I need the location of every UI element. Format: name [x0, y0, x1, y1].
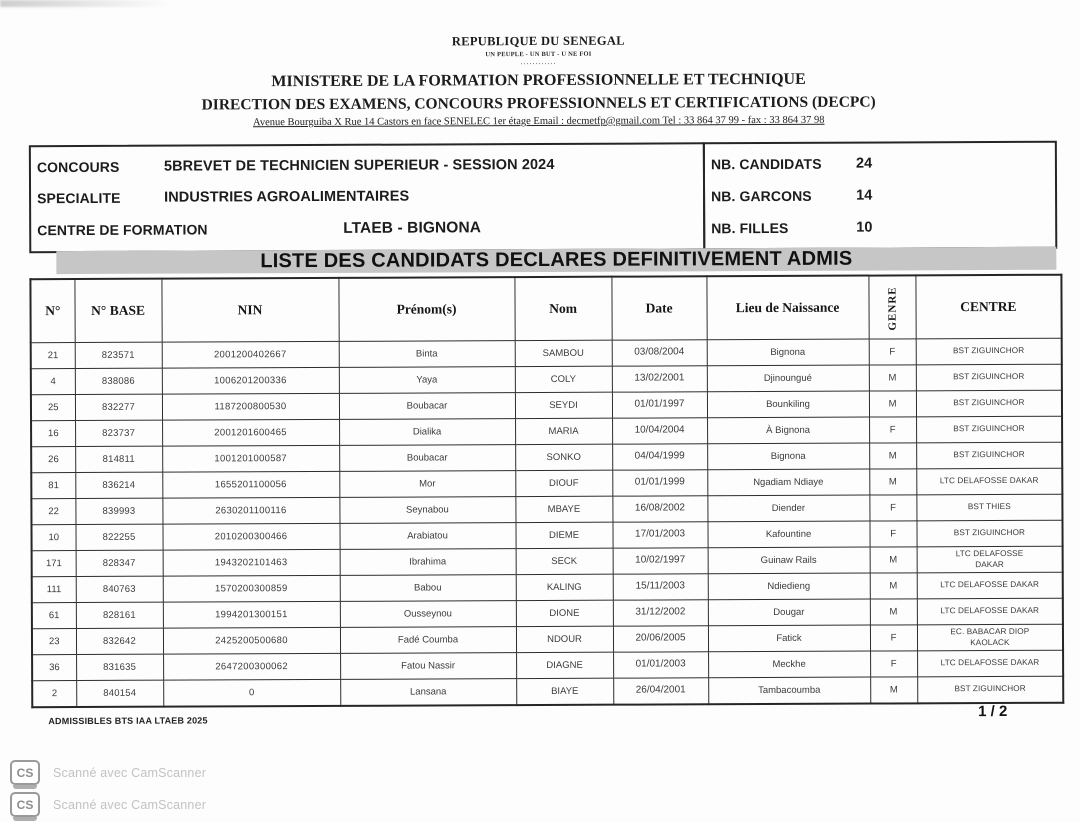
camscanner-watermark — [10, 792, 206, 817]
exam-info-box — [29, 142, 705, 253]
table-body — [31, 338, 1064, 707]
cell-nin: 1001201000587 — [162, 445, 339, 472]
cell-no: 22 — [31, 499, 75, 525]
cell-lieu: Ngadiam Ndiaye — [707, 469, 869, 496]
specialite-row — [31, 187, 703, 206]
centre-formation-row — [31, 219, 703, 240]
column-header-numero: N° — [30, 279, 74, 343]
camscanner-icon: CS — [10, 760, 40, 785]
cell-centre: BST THIES — [916, 494, 1062, 521]
cell-no: 21 — [31, 343, 75, 369]
list-title: LISTE DES CANDIDATS DECLARES DEFINITIVEMENT ADMIS — [56, 247, 1056, 274]
cell-base: 823737 — [75, 420, 162, 446]
camscanner-watermark — [10, 760, 206, 785]
genre-vertical-label: GENRE — [886, 286, 899, 331]
address-line: Avenue Bourguiba X Rue 14 Castors en face SENELEC 1er étage Email : decmetfp@gmail.com Tel : 33 864 37 99 - fax : 33 864 37 98 — [252, 114, 825, 129]
cell-centre: BST ZIGUINCHOR — [916, 442, 1062, 469]
cell-nom: DIOUF — [515, 470, 612, 496]
cell-date: 10/04/2004 — [612, 418, 707, 444]
cell-genre: F — [869, 495, 916, 521]
cell-lieu: Tambacoumba — [708, 677, 870, 704]
cell-date: 01/01/1999 — [612, 470, 707, 496]
cell-genre: F — [870, 625, 917, 651]
cell-no: 16 — [31, 421, 75, 447]
cell-prenom: Binta — [339, 341, 515, 368]
cell-prenom: Arabiatou — [339, 523, 515, 550]
cell-nin: 2425200500680 — [163, 627, 340, 654]
cell-prenom: Yaya — [339, 367, 515, 394]
country-title: REPUBLIQUE DU SENEGAL — [451, 33, 625, 49]
cell-nom: DIONE — [516, 600, 613, 626]
cell-no: 26 — [31, 447, 75, 473]
centre-formation-value: LTAEB - BIGNONA — [343, 219, 482, 238]
cell-nom: NDOUR — [516, 626, 613, 652]
nb-filles-label: NB. FILLES — [711, 219, 789, 237]
concours-value: 5BREVET DE TECHNICIEN SUPERIEUR - SESSION 2024 — [163, 156, 555, 175]
cell-nin: 2647200300062 — [163, 653, 340, 680]
cell-centre: LTC DELAFOSSE DAKAR — [917, 572, 1063, 599]
cell-lieu: Meckhe — [708, 651, 870, 678]
column-header-lieu-naissance: Lieu de Naissance — [706, 276, 868, 340]
table-header — [30, 275, 1061, 343]
concours-row — [31, 156, 703, 175]
nb-candidats-value: 24 — [855, 155, 873, 172]
cell-centre: BST ZIGUINCHOR — [916, 338, 1062, 365]
cell-no: 81 — [31, 473, 75, 499]
cell-lieu: Guinaw Rails — [708, 547, 870, 574]
cell-lieu: À Bignona — [707, 417, 869, 444]
cell-nom: KALING — [516, 574, 613, 600]
cell-date: 17/01/2003 — [612, 522, 707, 548]
column-header-prenoms: Prénom(s) — [338, 277, 514, 341]
cell-nom: DIAGNE — [516, 652, 613, 678]
cell-nom: SONKO — [515, 444, 612, 470]
cell-lieu: Dougar — [708, 599, 870, 626]
cell-genre: M — [870, 573, 917, 599]
nb-filles-row — [705, 219, 1055, 237]
specialite-label: SPECIALITE — [37, 189, 121, 207]
cell-nin: 1570200300859 — [163, 575, 340, 602]
cell-nom: MARIA — [515, 418, 612, 444]
cell-prenom: Fatou Nassir — [340, 653, 516, 680]
cell-no: 10 — [31, 525, 75, 551]
cell-lieu: Kafountine — [707, 521, 869, 548]
cell-lieu: Ndiedieng — [708, 573, 870, 600]
cell-prenom: Seynabou — [339, 497, 515, 524]
cell-lieu: Bignona — [707, 443, 869, 470]
cell-prenom: Babou — [340, 575, 516, 602]
cell-date: 31/12/2002 — [613, 600, 708, 626]
cell-base: 814811 — [75, 446, 162, 472]
cell-nin: 0 — [163, 679, 340, 706]
cell-genre: M — [869, 443, 916, 469]
cell-date: 01/01/1997 — [612, 392, 707, 418]
cell-lieu: Bounkiling — [707, 391, 869, 418]
cell-genre: M — [869, 365, 916, 391]
cell-centre: BST ZIGUINCHOR — [916, 364, 1062, 391]
cell-base: 840154 — [76, 680, 163, 707]
cell-date: 16/08/2002 — [612, 496, 707, 522]
column-header-centre: CENTRE — [916, 275, 1062, 339]
table-row — [32, 676, 1063, 707]
counts-info-box — [703, 141, 1057, 251]
cell-prenom: Ousseynou — [340, 601, 516, 628]
cell-nom: DIEME — [515, 522, 612, 548]
cell-centre: BST ZIGUINCHOR — [916, 416, 1062, 443]
nb-garcons-label: NB. GARCONS — [711, 187, 812, 205]
cell-genre: F — [869, 339, 916, 365]
cell-genre: M — [870, 677, 917, 704]
cell-nin: 1943202101463 — [163, 549, 340, 576]
cell-no: 61 — [32, 603, 76, 629]
cell-nin: 1655201100056 — [162, 471, 339, 498]
cell-no: 25 — [31, 395, 75, 421]
column-header-nom: Nom — [514, 277, 611, 341]
cell-prenom: Ibrahima — [340, 549, 516, 576]
cell-no: 4 — [31, 369, 75, 395]
cell-date: 03/08/2004 — [612, 340, 707, 366]
separator-dots: ............ — [520, 56, 557, 67]
cell-base: 832642 — [76, 628, 163, 654]
cell-base: 840763 — [76, 576, 163, 602]
cell-lieu: Fatick — [708, 625, 870, 652]
cell-prenom: Dialika — [339, 419, 515, 446]
cell-genre: F — [870, 651, 917, 677]
cell-base: 822255 — [75, 524, 162, 550]
cell-date: 10/02/1997 — [613, 548, 708, 574]
cell-base: 828347 — [76, 550, 163, 576]
cell-date: 04/04/1999 — [612, 444, 707, 470]
cell-nom: SEYDI — [515, 392, 612, 418]
cell-nin: 1006201200336 — [162, 367, 339, 394]
centre-formation-label: CENTRE DE FORMATION — [37, 221, 208, 239]
table-header-row — [30, 275, 1061, 343]
nb-candidats-label: NB. CANDIDATS — [710, 155, 822, 173]
cell-no: 2 — [32, 681, 76, 708]
camscanner-icon: CS — [10, 792, 40, 817]
cell-nin: 2001201600465 — [162, 419, 339, 446]
cell-centre: BST ZIGUINCHOR — [917, 676, 1063, 703]
cell-lieu: Diender — [707, 495, 869, 522]
cell-prenom: Boubacar — [339, 445, 515, 472]
cell-nom: SECK — [516, 548, 613, 574]
nb-candidats-row — [705, 155, 1055, 173]
cell-nin: 2001200402667 — [162, 341, 339, 368]
cell-lieu: Bignona — [707, 339, 869, 366]
cell-nom: SAMBOU — [515, 340, 612, 366]
cell-date: 26/04/2001 — [613, 678, 708, 705]
cell-prenom: Mor — [339, 471, 515, 498]
cell-prenom: Lansana — [340, 679, 516, 706]
cell-genre: M — [870, 599, 917, 625]
cell-nom: BIAYE — [516, 678, 613, 705]
cell-centre: LTC DELAFOSSE DAKAR — [916, 468, 1062, 495]
footer-reference: ADMISSIBLES BTS IAA LTAEB 2025 — [48, 715, 208, 727]
cell-nin: 1994201300151 — [163, 601, 340, 628]
column-header-numero-base: N° BASE — [74, 279, 161, 343]
cell-base: 831635 — [76, 654, 163, 680]
column-header-date: Date — [611, 276, 706, 340]
cell-no: 171 — [32, 551, 76, 577]
cell-nom: MBAYE — [515, 496, 612, 522]
cell-centre: BST ZIGUINCHOR — [917, 520, 1063, 547]
ministry-title: MINISTERE DE LA FORMATION PROFESSIONNELLE ET TECHNIQUE — [271, 70, 806, 91]
camscanner-watermark-text: Scanné avec CamScanner — [53, 765, 207, 780]
cell-nin: 1187200800530 — [162, 393, 339, 420]
cell-centre: LTC DELAFOSSE DAKAR — [917, 598, 1063, 625]
cell-centre: EC. BABACAR DIOP KAOLACK — [917, 624, 1063, 651]
nb-garcons-value: 14 — [856, 187, 873, 204]
cell-no: 36 — [32, 655, 76, 681]
national-motto: UN PEUPLE - UN BUT - U NE FOI — [485, 50, 592, 59]
cell-base: 828161 — [76, 602, 163, 628]
cell-no: 111 — [32, 577, 76, 603]
cell-centre: LTC DELAFOSSE DAKAR — [917, 650, 1063, 677]
cell-base: 832277 — [75, 394, 162, 420]
cell-lieu: Djinoungué — [707, 365, 869, 392]
letterhead — [0, 32, 1079, 130]
column-header-nin: NIN — [161, 278, 338, 342]
cell-date: 20/06/2005 — [613, 626, 708, 652]
cell-genre: M — [870, 547, 917, 573]
cell-prenom: Fadé Coumba — [340, 627, 516, 654]
cell-nin: 2010200300466 — [162, 523, 339, 550]
cell-genre: M — [869, 391, 916, 417]
direction-title: DIRECTION DES EXAMENS, CONCOURS PROFESSIONNELS ET CERTIFICATIONS (DECPC) — [201, 93, 876, 114]
column-header-genre — [868, 275, 915, 339]
cell-nom: COLY — [515, 366, 612, 392]
cell-centre: LTC DELAFOSSE DAKAR — [917, 546, 1063, 573]
candidates-table — [29, 274, 1064, 709]
cell-genre: F — [869, 521, 916, 547]
cell-base: 836214 — [75, 472, 162, 498]
cell-date: 01/01/2003 — [613, 652, 708, 678]
camscanner-watermark-text: Scanné avec CamScanner — [53, 797, 207, 812]
cell-genre: F — [869, 417, 916, 443]
cell-base: 823571 — [75, 342, 162, 368]
cell-prenom: Boubacar — [339, 393, 515, 420]
cell-base: 838086 — [75, 368, 162, 394]
nb-filles-value: 10 — [856, 219, 873, 236]
cell-no: 23 — [32, 629, 76, 655]
cell-centre: BST ZIGUINCHOR — [916, 390, 1062, 417]
cell-genre: M — [869, 469, 916, 495]
cell-nin: 2630201100116 — [162, 497, 339, 524]
cell-date: 15/11/2003 — [613, 574, 708, 600]
cell-date: 13/02/2001 — [612, 366, 707, 392]
specialite-value: INDUSTRIES AGROALIMENTAIRES — [164, 188, 410, 206]
concours-label: CONCOURS — [36, 158, 120, 175]
page-number: 1 / 2 — [978, 702, 1008, 721]
cell-base: 839993 — [75, 498, 162, 524]
nb-garcons-row — [705, 187, 1055, 205]
